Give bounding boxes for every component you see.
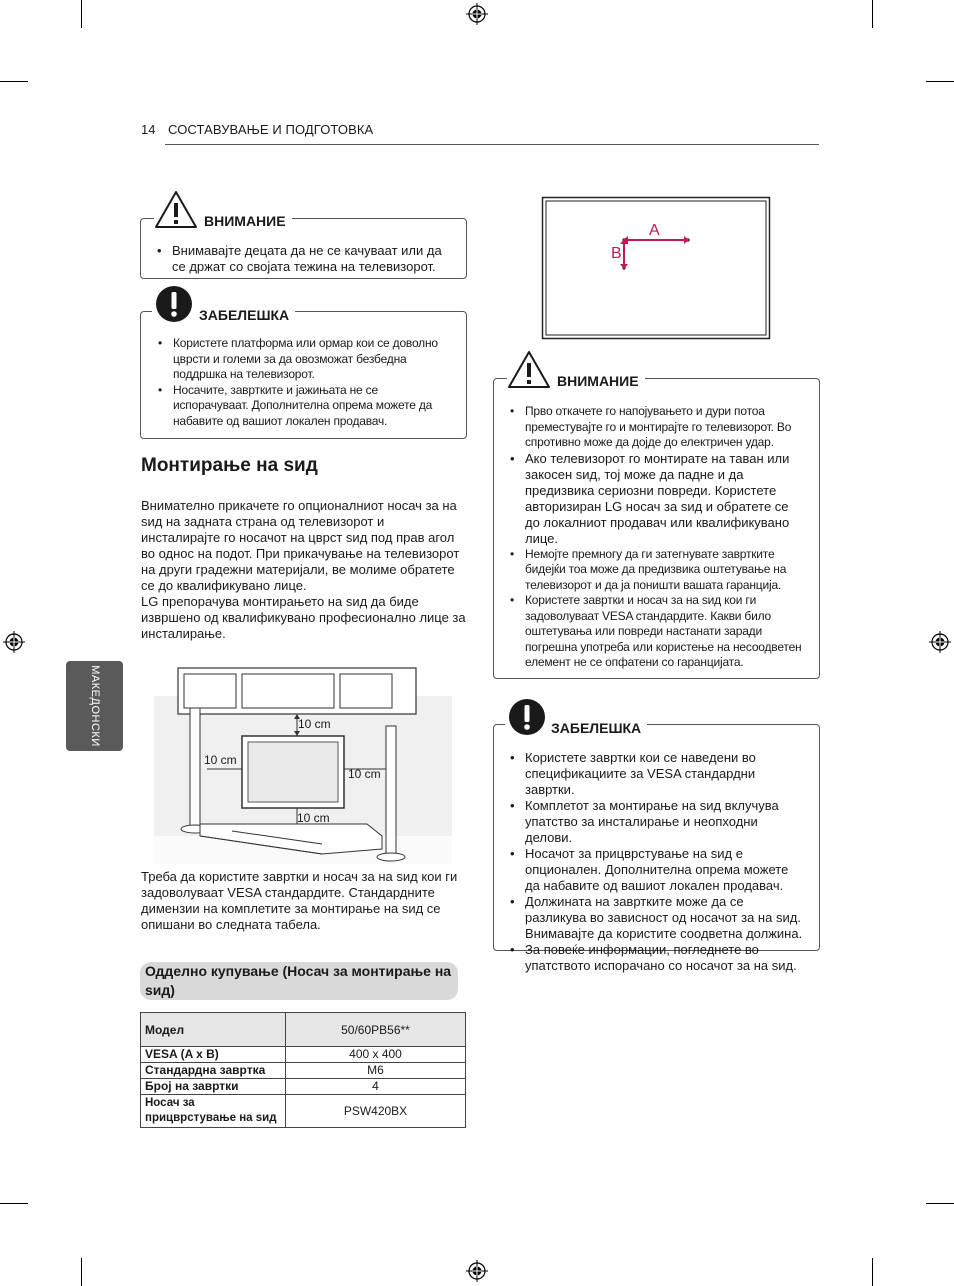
list-item: • Немојте премногу да ги затегнувате завртките бидејќи тоа може да предизвика оштетување на телевизорот и да ја поништи вашата гаранција. <box>509 547 805 594</box>
list-item: • Користете завртки кои се наведени во спецификациите за VESA стандардни завртки. <box>509 750 805 798</box>
caution-list <box>509 404 805 671</box>
exclamation-circle-icon <box>505 697 549 737</box>
table-cell: PSW420BX <box>286 1095 466 1128</box>
table-cell: Број на завртки <box>141 1079 286 1095</box>
note-title: ЗАБЕЛЕШКА <box>193 307 295 323</box>
intro-paragraph: LG препорачува монтирањето на ѕид да биде извршено од квалификувано професионално лице за инсталирање. <box>141 594 466 641</box>
table-row <box>141 1079 466 1095</box>
page-number: 14 <box>141 122 156 137</box>
exclamation-circle-icon <box>152 284 196 324</box>
caution-title: ВНИМАНИЕ <box>551 373 645 389</box>
list-item: • Користете платформа или ормар кои се доволно цврсти и големи за да овозможат безбедна поддршка на телевизорот. <box>157 336 453 383</box>
list-item: • Комплетот за монтирање на ѕид вклучува упатство за инсталирање и неопходни делови. <box>509 798 805 846</box>
clearance-label-top: 10 cm <box>298 717 331 731</box>
table-cell: 400 x 400 <box>286 1047 466 1063</box>
warning-triangle-icon <box>154 190 198 230</box>
note-title: ЗАБЕЛЕШКА <box>545 720 647 736</box>
vesa-tv-diagram <box>541 196 771 340</box>
list-item: • Носачите, завртките и јажињата не се испорачуваат. Дополнителна опрема можете да набавите од вашиот локален продавач. <box>157 383 453 430</box>
spec-table <box>140 1012 466 1128</box>
list-item: • За повеќе информации, погледнете во упатството испорачано со носачот за на ѕид. <box>509 942 805 974</box>
table-cell: 50/60PB56** <box>286 1013 466 1047</box>
caution-title: ВНИМАНИЕ <box>198 213 292 229</box>
language-tab-label: МАКЕДОНСКИ <box>88 665 101 747</box>
vesa-label-b: B <box>611 245 622 262</box>
section-heading: Монтирање на ѕид <box>141 455 318 476</box>
note-icon-wrap <box>505 697 549 737</box>
list-item: • Ако телевизорот го монтирате на таван или закосен ѕид, тој може да падне и да предизвика сериозни повреди. Користете авторизиран LG носач за ѕид и обратете се до локалниот продавач или квалификувано лице. <box>509 451 805 547</box>
wall-mount-clearance-diagram <box>152 664 457 869</box>
caution-icon-wrap <box>154 190 198 230</box>
table-row <box>141 1013 466 1047</box>
table-row <box>141 1063 466 1079</box>
caution-icon-wrap <box>507 350 551 390</box>
table-row <box>141 1095 466 1128</box>
language-tab <box>66 661 123 751</box>
header-rule <box>165 144 819 145</box>
intro-paragraph: Внимателно прикачете го опционалниот носач за на ѕид на задната страна од телевизорот и инсталирајте го носачот на цврст ѕид под прав агол во однос на подот. При прикачување на телевизорот на други градежни материјали, ве молиме обратете се до квалификувано лице. <box>141 498 460 593</box>
list-item: • Носачот за прицврстување на ѕид е опционален. Дополнителна опрема можете да набавите од вашиот локален продавач. <box>509 846 805 894</box>
crop-mark <box>81 0 82 28</box>
table-cell: VESA (A x B) <box>141 1047 286 1063</box>
note-list <box>509 750 805 974</box>
crop-mark <box>872 0 873 28</box>
vesa-label-a: A <box>649 222 660 239</box>
registration-mark-icon <box>929 631 951 653</box>
crop-mark <box>81 1258 82 1286</box>
crop-mark <box>0 1203 28 1204</box>
caution-list <box>156 243 452 275</box>
clearance-label-left: 10 cm <box>204 753 237 767</box>
warning-triangle-icon <box>507 350 551 390</box>
crop-mark <box>926 81 954 82</box>
list-item: • Прво откачете го напојувањето и дури потоа преместувајте го и монтирајте го телевизорот. Во спротивно може да дојде до електричен удар. <box>509 404 805 451</box>
registration-mark-icon <box>3 631 25 653</box>
table-heading: Одделно купување (Носач за монтирање на ѕид) <box>140 962 458 1000</box>
table-cell: Модел <box>141 1013 286 1047</box>
note-list <box>157 336 453 429</box>
table-row <box>141 1047 466 1063</box>
registration-mark-icon <box>466 1260 488 1282</box>
clearance-label-right: 10 cm <box>348 767 381 781</box>
list-item: • Користете завртки и носач за на ѕид кои ги задоволуваат VESA стандардите. Какви било оштетувања или повреди настанати заради погрешна употреба или користење на несоодветен елемент не се опфатени со гаранцијата. <box>509 593 805 671</box>
list-item: • Должината на завртките може да се разликува во зависност од носачот за на ѕид. Внимавајте да користите соодветна должина. <box>509 894 805 942</box>
table-cell: Стандардна завртка <box>141 1063 286 1079</box>
note-icon-wrap <box>152 284 196 324</box>
crop-mark <box>872 1258 873 1286</box>
list-item: • Внимавајте децата да не се качуваат или да се држат со својата тежина на телевизорот. <box>156 243 452 275</box>
vesa-paragraph: Треба да користите завртки и носач за на ѕид кои ги задоволуваат VESA стандардите. Стандардните димензии на комплетите за монтирање на ѕид се опишани во следната табела. <box>141 869 458 932</box>
table-cell: Носач за прицврстување на ѕид <box>141 1095 286 1128</box>
clearance-label-bottom: 10 cm <box>297 811 330 825</box>
table-cell: M6 <box>286 1063 466 1079</box>
table-cell: 4 <box>286 1079 466 1095</box>
running-header: СОСТАВУВАЊЕ И ПОДГОТОВКА <box>168 122 374 137</box>
crop-mark <box>0 81 28 82</box>
registration-mark-icon <box>466 3 488 25</box>
crop-mark <box>926 1203 954 1204</box>
